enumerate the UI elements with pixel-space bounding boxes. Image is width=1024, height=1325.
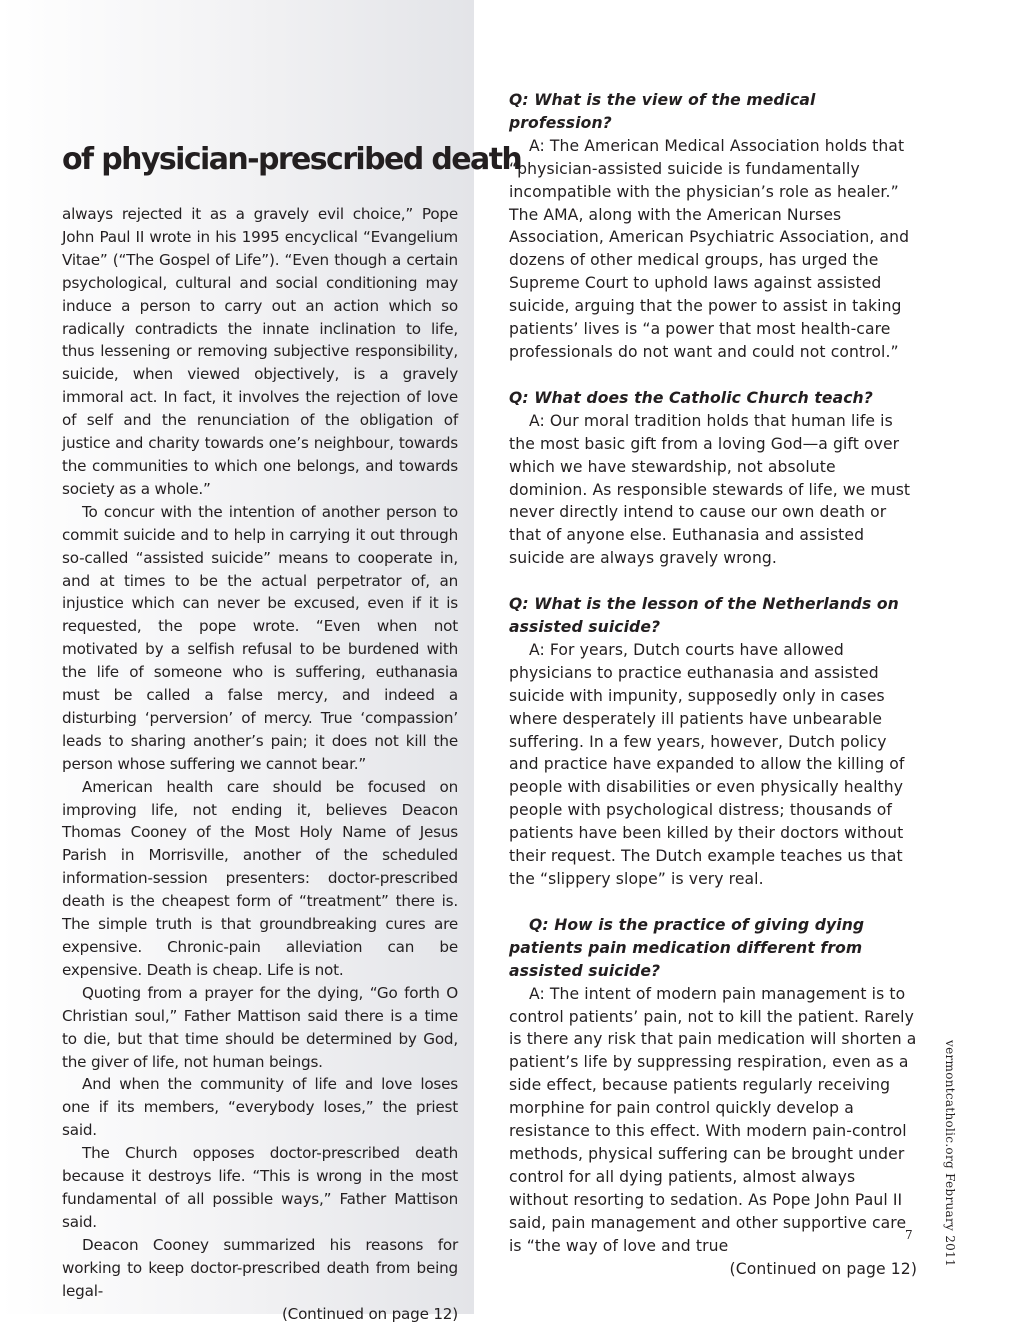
qa-question: Q: What is the view of the medical profession? (509, 89, 917, 135)
body-paragraph: American health care should be focused on improving life, not ending it, believes Deacon Thomas Cooney of the Most Holy Name of Jesus Parish in Morrisville, another of the scheduled information-session presenters: doctor-prescribed death is the cheapest form of “treatment” there is. The simple truth is that groundbreaking cures are expensive. Chronic-pain alleviation can be expensive. Death is cheap. Life is not. (62, 776, 458, 982)
qa-answer: A: The American Medical Association holds that “physician-assisted suicide is fundamentally incompatible with the physician’s role as healer.” The AMA, along with the American Nurses Association, American Psychiatric Association, and dozens of other medical groups, has urged the Supreme Court to uphold laws against assisted suicide, arguing that the power to assist in taking patients’ lives is “a power that most health-care professionals do not want and could not control.” (509, 135, 917, 364)
body-paragraph: To concur with the intention of another person to commit suicide and to help in carrying it out through so-called “assisted suicide” means to cooperate in, and at times to be the actual perpetrator of, an injustice which can never be excused, even if it is requested, the pope wrote. “Even when not motivated by a selfish refusal to be burdened with the life of someone who is suffering, euthanasia must be called a false mercy, and indeed a disturbing ‘perversion’ of mercy. True ‘compassion’ leads to sharing another’s pain; it does not kill the person whose suffering we cannot bear.” (62, 501, 458, 776)
qa-question: Q: What does the Catholic Church teach? (509, 387, 917, 410)
continued-notice: (Continued on page 12) (509, 1258, 917, 1281)
qa-answer: A: Our moral tradition holds that human life is the most basic gift from a loving God—a gift over which we have stewardship, not absolute dominion. As responsible stewards of life, we must never directly intend to cause our own death or that of anyone else. Euthanasia and assisted suicide are always gravely wrong. (509, 410, 917, 570)
continued-notice: (Continued on page 12) (62, 1303, 458, 1325)
body-paragraph: always rejected it as a gravely evil choice,” Pope John Paul II wrote in his 1995 encyclical “Evangelium Vitae” (“The Gospel of Life”). “Even though a certain psychological, cultural and social conditioning may induce a person to carry out an action which so radically contradicts the innate inclination to life, thus lessening or removing subjective responsibility, suicide, when viewed objectively, is a gravely immoral act. In fact, it involves the rejection of love of self and the renunciation of the obligation of justice and charity towards one’s neighbour, towards the communities to which one belongs, and towards society as a whole.” (62, 203, 458, 501)
body-paragraph: And when the community of life and love loses one if its members, “everybody loses,” the priest said. (62, 1073, 458, 1142)
qa-answer: A: For years, Dutch courts have allowed physicians to practice euthanasia and assisted suicide with impunity, supposedly only in cases where desperately ill patients have unbearable suffering. In a few years, however, Dutch policy and practice have expanded to allow the killing of people with disabilities or even physically healthy people with psychological distress; thousands of patients have been killed by their doctors without their request. The Dutch example teaches us that the “slippery slope” is very real. (509, 639, 917, 891)
left-article-column (62, 203, 458, 1325)
qa-question: Q: How is the practice of giving dying patients pain medication different from assisted suicide? (509, 914, 917, 983)
article-headline: of physician-prescribed death (62, 142, 472, 177)
qa-answer: A: The intent of modern pain management is to control patients’ pain, not to kill the patient. Rarely is there any risk that pain medication will shorten a patient’s life by suppressing respiration, even as a side effect, because patients regularly receiving morphine for pain control quickly develop a resistance to this effect. With modern pain-control methods, physical suffering can be brought under control for all dying patients, almost always without resorting to sedation. As Pope John Paul II said, pain management and other supportive care is “the way of love and true (509, 983, 917, 1258)
body-paragraph: Quoting from a prayer for the dying, “Go forth O Christian soul,” Father Mattison said there is a time to die, but that time should be determined by God, the giver of life, not human beings. (62, 982, 458, 1074)
right-qa-column (509, 89, 917, 1280)
body-paragraph: The Church opposes doctor-prescribed death because it destroys life. “This is wrong in the most fundamental of all possible ways,” Father Mattison said. (62, 1142, 458, 1234)
body-paragraph: Deacon Cooney summarized his reasons for working to keep doctor-prescribed death from being legal- (62, 1234, 458, 1303)
vertical-footer-url: vermontcatholic.org February 2011 (943, 1040, 957, 1267)
page-number: 7 (905, 1228, 913, 1242)
qa-question: Q: What is the lesson of the Netherlands on assisted suicide? (509, 593, 917, 639)
